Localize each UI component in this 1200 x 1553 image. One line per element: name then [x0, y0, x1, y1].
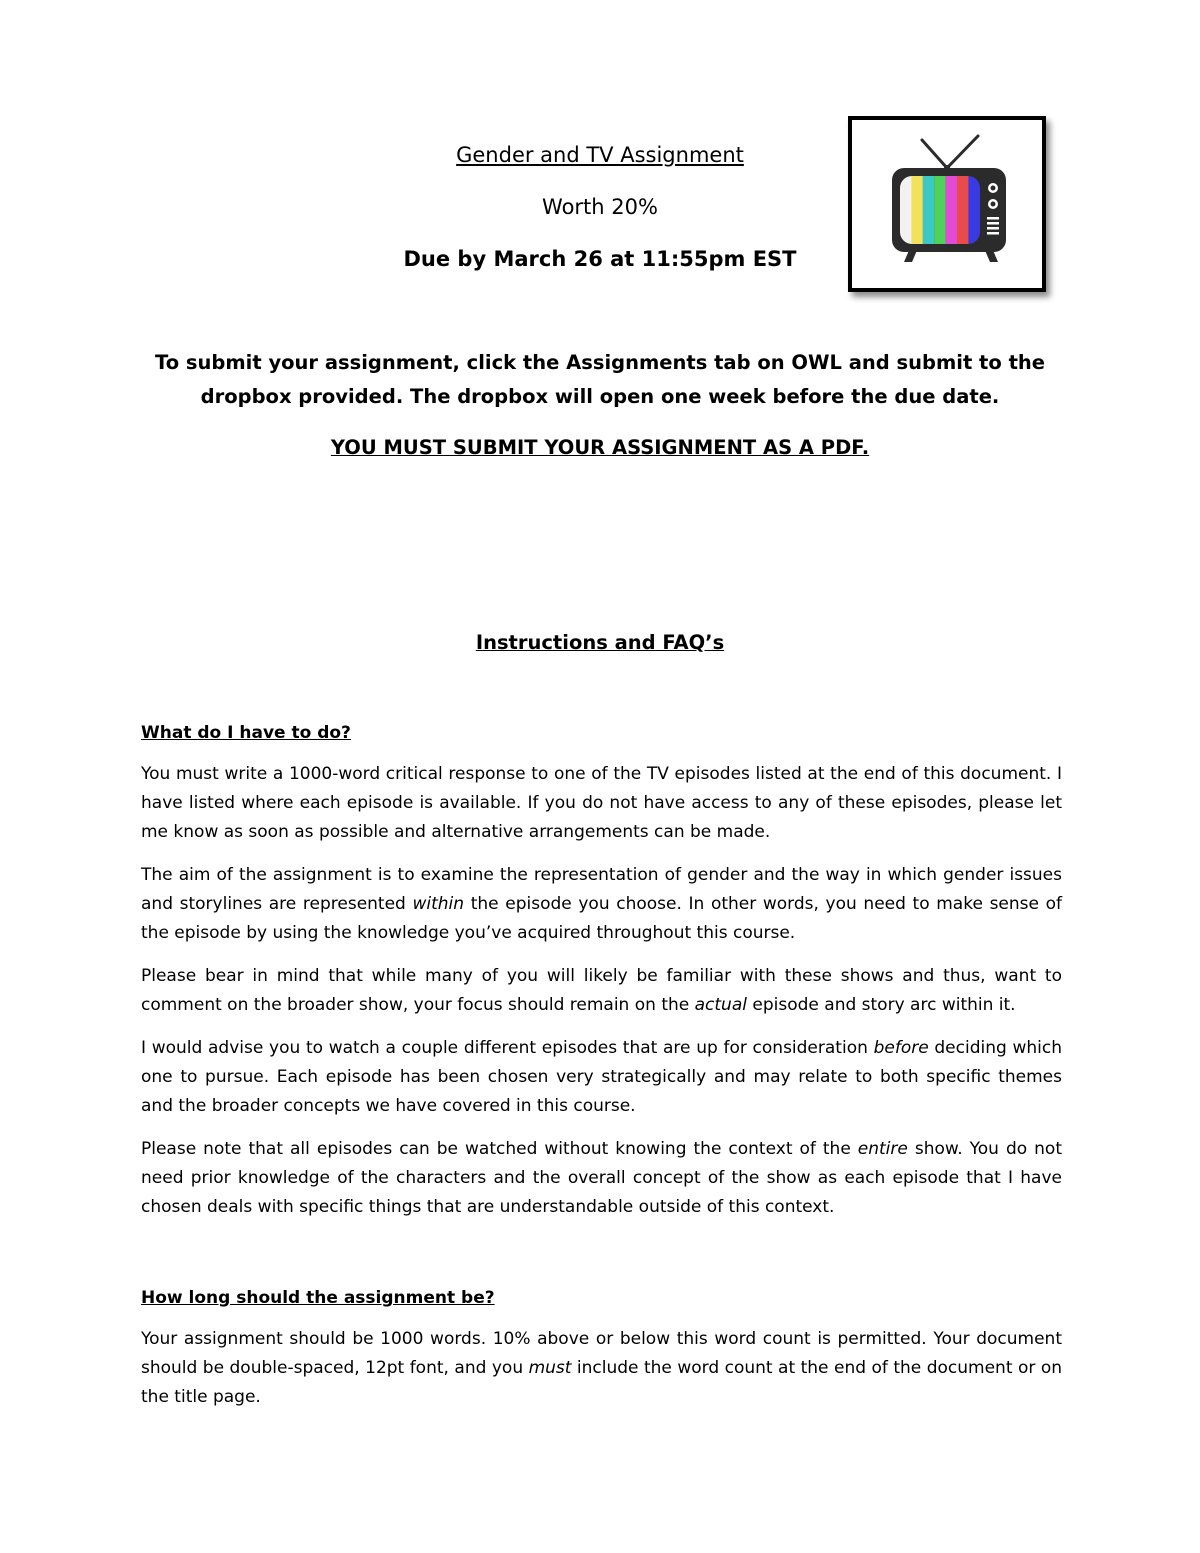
faq-question: What do I have to do?: [141, 723, 351, 743]
faq-section-what-to-do: [141, 719, 1062, 1236]
title-block: [350, 140, 850, 274]
faq-paragraph: Your assignment should be 1000 words. 10% above or below this word count is permitted. Your document should be double-spaced, 12pt font, and you must include the word count at the end of the document or on the title page.: [141, 1329, 1062, 1407]
emphasis-text: entire: [857, 1139, 908, 1159]
retro-tv-icon: [848, 116, 1046, 292]
pdf-requirement-note: YOU MUST SUBMIT YOUR ASSIGNMENT AS A PDF.: [330, 436, 870, 459]
submission-instructions: [140, 346, 1060, 465]
assignment-due-date: Due by March 26 at 11:55pm EST: [403, 247, 797, 271]
faq-paragraph: Please bear in mind that while many of you will likely be familiar with these shows and thus, want to comment on the broader show, your focus should remain on the actual episode and story arc within it.: [141, 966, 1062, 1015]
emphasis-text: actual: [694, 995, 747, 1015]
faq-question: How long should the assignment be?: [141, 1288, 495, 1308]
faq-section-length: [141, 1284, 1062, 1426]
faq-paragraph: The aim of the assignment is to examine the representation of gender and the way in which gender issues and storylines are represented within the episode you choose. In other words, you need to make sense of the episode by using the knowledge you’ve acquired throughout this course.: [141, 865, 1062, 943]
emphasis-text: within: [412, 894, 465, 914]
faq-heading: Instructions and FAQ’s: [475, 631, 725, 654]
emphasis-text: before: [873, 1038, 929, 1058]
emphasis-text: must: [528, 1358, 572, 1378]
faq-paragraph: Please note that all episodes can be watched without knowing the context of the entire show. You do not need prior knowledge of the characters and the overall concept of the show as each episode that I have chosen deals with specific things that are understandable outside of this context.: [141, 1139, 1062, 1217]
assignment-worth: Worth 20%: [542, 195, 658, 219]
faq-paragraph: You must write a 1000-word critical response to one of the TV episodes listed at the end of this document. I have listed where each episode is available. If you do not have access to any of these episodes, please let me know as soon as possible and alternative arrangements can be made.: [141, 764, 1062, 842]
submission-text: To submit your assignment, click the Assignments tab on OWL and submit to the dropbox provided. The dropbox will open one week before the due date.: [154, 351, 1045, 408]
faq-paragraph: I would advise you to watch a couple different episodes that are up for consideration before deciding which one to pursue. Each episode has been chosen very strategically and may relate to both specific themes and the broader concepts we have covered in this course.: [141, 1038, 1062, 1116]
assignment-title: Gender and TV Assignment: [456, 143, 744, 167]
